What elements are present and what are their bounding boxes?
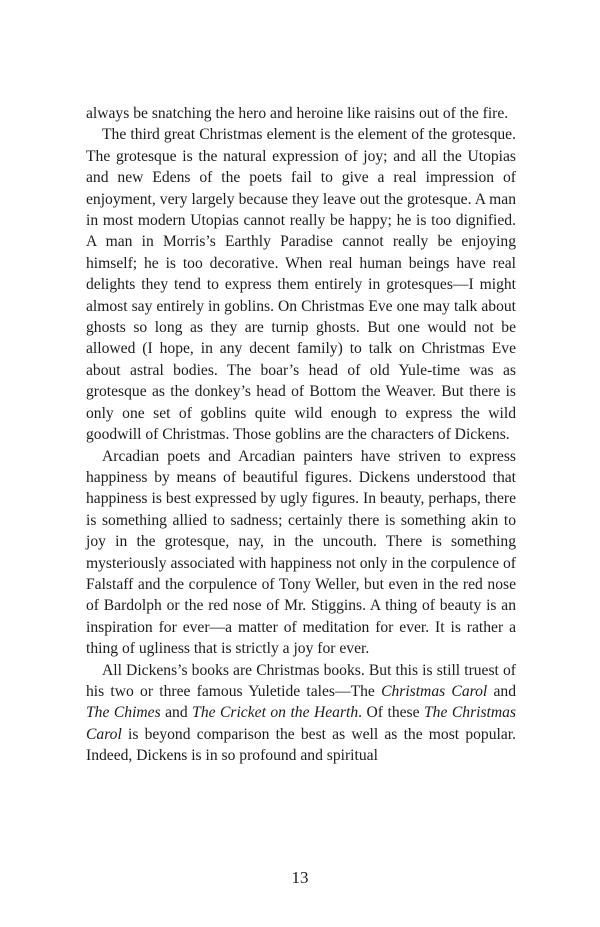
paragraph bbox=[86, 103, 516, 124]
italic-title-text: Christmas Carol bbox=[381, 682, 488, 700]
paragraph bbox=[86, 446, 516, 660]
text-segment: The third great Christmas element is the element of the grotesque. The grotesque is the natural expression of joy; and all the Utopias and new Edens of the poets fail to give a real impression of enjoyment, very largely because they leave out the grotesque. A man in most modern Utopias cannot really be happy; he is too dignified. A man in Morris’s Earthly Paradise cannot really be enjoying himself; he is too decorative. When real human beings have real delights they tend to express them entirely in grotesques—I might almost say entirely in goblins. On Christmas Eve one may talk about ghosts so long as they are turnip ghosts. But one would not be allowed (I hope, in any decent family) to talk on Christmas Eve about astral bodies. The boar’s head of old Yule-time was as grotesque as the donkey’s head of Bottom the Weaver. But there is only one set of goblins quite wild enough to express the wild goodwill of Christmas. Those goblins are the characters of Dickens. bbox=[86, 126, 516, 444]
text-segment: always be snatching the hero and heroine like raisins out of the fire. bbox=[86, 105, 509, 122]
paragraph bbox=[86, 660, 516, 767]
italic-title-text: The Christmas Carol bbox=[86, 704, 516, 743]
text-segment: Arcadian poets and Arcadian painters have striven to express happiness by means of beautiful figures. Dickens understood that happiness is best expressed by ugly figures. In beauty, perhaps, there is something allied to sadness; certainly there is something akin to joy in the grotesque, nay, in the uncouth. There is something mysteriously associated with happiness not only in the corpulence of Falstaff and the corpulence of Tony Weller, but even in the red nose of Bardolph or the red nose of Mr. Stiggins. A thing of beauty is an inspiration for ever—a matter of meditation for ever. It is rather a thing of ugliness that is strictly a joy for ever. bbox=[86, 447, 516, 658]
text-segment: and bbox=[487, 682, 516, 700]
italic-title-text: The Chimes bbox=[86, 704, 161, 722]
text-segment: . Of these bbox=[358, 704, 424, 722]
body-text bbox=[86, 103, 516, 767]
text-segment: and bbox=[160, 704, 193, 722]
paragraph bbox=[86, 124, 516, 445]
text-segment: All Dickens’s books are Christmas books. But this is still truest of his two or three famous Yuletide tales—The bbox=[86, 661, 516, 700]
page-number: 13 bbox=[291, 868, 309, 887]
italic-title-text: The Cricket on the Hearth bbox=[192, 704, 359, 722]
text-segment: is beyond comparison the best as well as the most popular. Indeed, Dickens is in so profound and spiritual bbox=[86, 725, 516, 765]
